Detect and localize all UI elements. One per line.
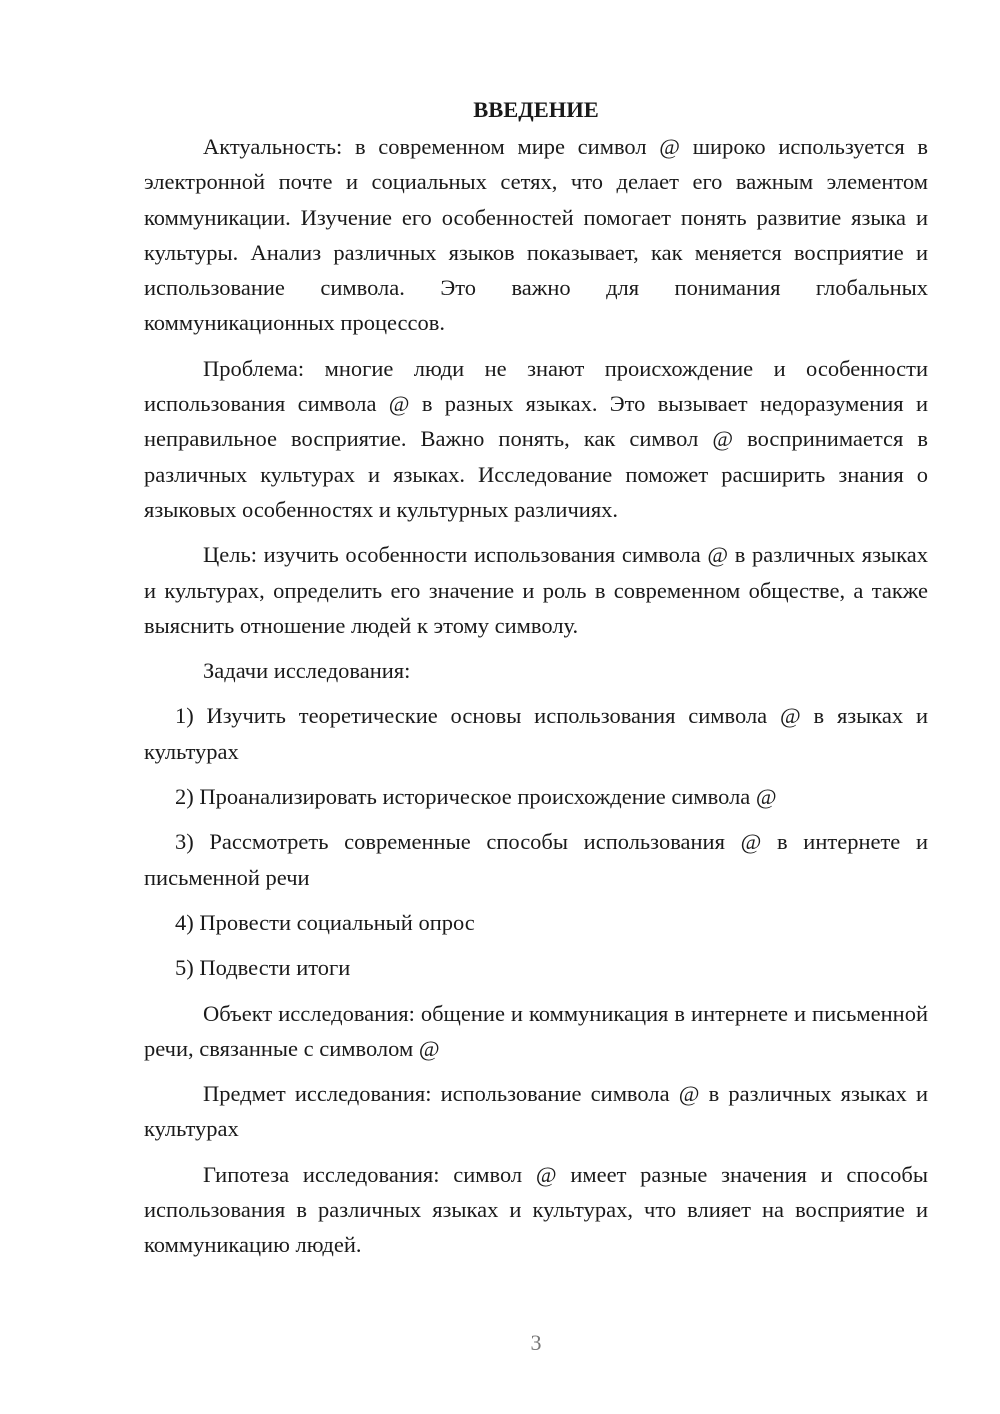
paragraph-relevance: Актуальность: в современном мире символ @ широко используется в электронной почте и социальных сетях, что делает его важным элементом коммуникации. Изучение его особенностей помогает понять развитие языка и культуры. Анализ различных языков показывает, как меняется восприятие и использование символа. Это важно для понимания глобальных коммуникационных процессов.	[144, 134, 928, 336]
page-number: 3	[530, 1330, 542, 1355]
list-item: 2) Проанализировать историческое происхождение символа @	[175, 784, 777, 810]
list-item: 3) Рассмотреть современные способы использования @ в интернете и письменной речи	[144, 829, 928, 890]
paragraph-goal: Цель: изучить особенности использования символа @ в различных языках и культурах, определить его значение и роль в современном обществе, а также выяснить отношение людей к этому символу.	[144, 542, 928, 638]
tasks-heading: Задачи исследования:	[203, 658, 411, 684]
list-item: 1) Изучить теоретические основы использования символа @ в языках и культурах	[144, 703, 928, 764]
paragraph-object: Объект исследования: общение и коммуникация в интернете и письменной речи, связанные с символом @	[144, 1000, 928, 1061]
paragraph-subject: Предмет исследования: использование символа @ в различных языках и культурах	[144, 1081, 928, 1142]
list-item: 4) Провести социальный опрос	[175, 909, 475, 935]
paragraph-problem: Проблема: многие люди не знают происхождение и особенности использования символа @ в разных языках. Это вызывает недоразумения и неправильное восприятие. Важно понять, как символ @ воспринимается в различных культурах и языках. Исследование поможет расширить знания о языковых особенностях и культурных различиях.	[144, 355, 928, 522]
list-item: 5) Подвести итоги	[175, 955, 351, 981]
page-title: ВВЕДЕНИЕ	[473, 97, 599, 122]
document-page	[144, 92, 928, 1273]
tasks-list	[144, 698, 928, 985]
paragraph-hypothesis: Гипотеза исследования: символ @ имеет разные значения и способы использования в различных языках и культурах, что влияет на восприятие и коммуникацию людей.	[144, 1161, 928, 1258]
